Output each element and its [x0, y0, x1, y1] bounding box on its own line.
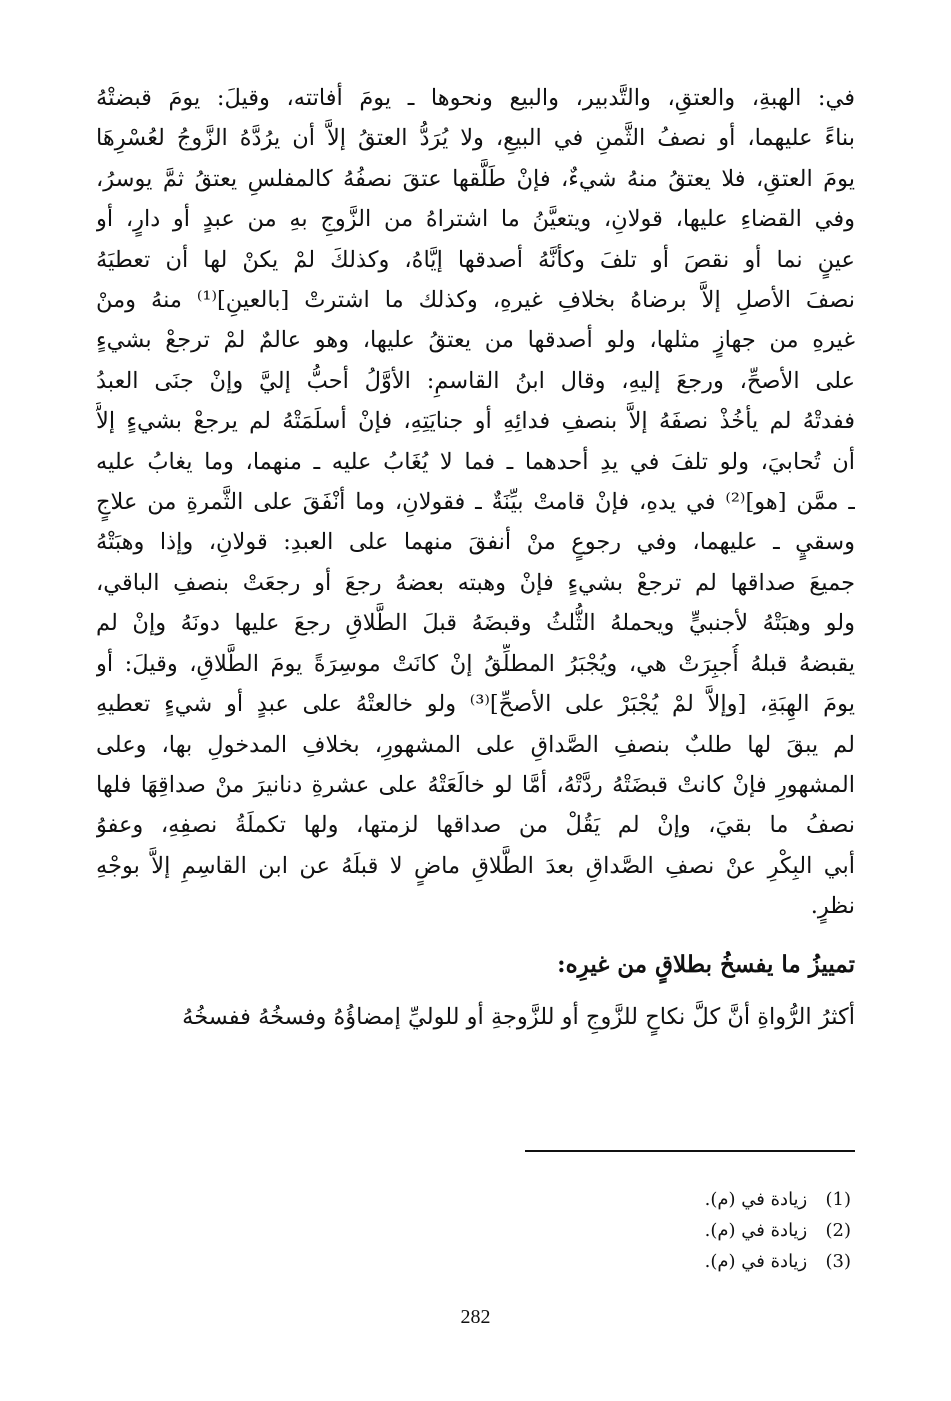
body-text: [96, 78, 855, 927]
body-line: عينٍ نما أو نقصَ أو تلفَ وكأنَّهُ أصدقها إيَّاهُ، وكذلكَ لمْ يكنْ لها أن تعطيَهُ: [96, 246, 855, 273]
body-line: على الأصحِّ، ورجعَ إليهِ، وقال ابنُ القاسمِ: الأوَّلُ أحبُّ إليَّ وإنْ جنَى العبدُ: [96, 367, 855, 394]
body-line: ففدتْهُ لم يأخُذْ نصفَهُ إلاَّ بنصفِ فدائِهِ أو جنايَتِهِ، فإنْ أسلَمَتْهُ لم يرجعْ بشيءٍ إلاَّ: [96, 408, 855, 435]
body-line: المشهورِ فإنْ كانتْ قبضَتْهُ ردَّتْهُ، أمَّا لو خالَعَتْهُ على عشرةِ دنانيرَ منْ صداقِهَا فلها: [96, 771, 855, 798]
body-line: ولو وهبَتْهُ لأجنبيٍّ ويحملهُ الثُّلثُ وقبضَهُ قبلَ الطَّلاقِ رجعَ عليها دونَهُ وإنْ لم: [96, 610, 855, 637]
body-line: جميعَ صداقها لم ترجعْ بشيءٍ فإنْ وهبته بعضهُ رجعَ أو رجعَتْ بنصفِ الباقي،: [96, 569, 855, 596]
footnotes: [705, 1184, 851, 1277]
body-line: نظرٍ.: [810, 893, 855, 920]
body-line: غيرهِ من جهازٍ مثلها، ولو أصدقها من يعتقُ عليها، وهو عالمٌ لمْ ترجعْ بشيءٍ: [96, 327, 855, 354]
footnote-number: (1): [825, 1189, 851, 1210]
body-line: نصفُ ما بقيَ، وإنْ لم يَقُلْ من صداقها لزمتها، ولها تكملَةُ نصفِهِ، وعفوُ: [96, 812, 855, 839]
body-line: نصفَ الأصلِ إلاَّ برضاهُ بخلافِ غيرهِ، وكذلك ما اشترتْ [بالعينِ]⁽¹⁾ منهُ ومنْ: [96, 287, 855, 314]
body-line: يومَ الهِبَةِ، [وإلاَّ لمْ يُجْبَرْ على الأصحِّ]⁽³⁾ ولو خالعتْهُ على عبدٍ أو شيءٍ تعطيهِ: [96, 691, 855, 718]
body-line: يومَ العتقِ، فلا يعتقُ منهُ شيءٌ، فإنْ طَلَّقها عتقَ نصفُهُ كالمفلسِ يعتقُ ثمَّ يوسرُ،: [96, 165, 855, 192]
body-line: لم يبقَ لها طلبٌ بنصفِ الصَّداقِ على المشهورِ، بخلافِ المدخولِ بها، وعلى: [96, 731, 855, 758]
body-line: في: الهبةِ، والعتقِ، والتَّدبير، والبيع ونحوها ـ يومَ أفاتته، وقيلَ: يومَ قبضتْهُ: [96, 85, 855, 111]
body-final-line: أكثرُ الرُّواةِ أنَّ كلَّ نكاحٍ للزَّوجِ أو للزَّوجةِ أو للوليِّ إمضاؤُهُ وفسخُهُ ففسخُهُ: [182, 1003, 855, 1030]
footnote-text: زيادة في (م).: [704, 1220, 808, 1241]
footnote-text: زيادة في (م).: [704, 1251, 808, 1272]
footnote-separator: [525, 1150, 855, 1152]
footnote-number: (3): [825, 1251, 851, 1272]
body-line: أبي البِكْرِ عنْ نصفِ الصَّداقِ بعدَ الطَّلاقِ ماضٍ لا قبلَهُ عن ابن القاسِمِ إلاَّ بوجْهِ: [96, 852, 855, 879]
footnote: [705, 1184, 851, 1215]
page-number: 282: [460, 1306, 491, 1328]
body-line: بناءً عليهما، أو نصفُ الثَّمنِ في البيعِ، ولا يُرَدُّ العتقُ إلاَّ أن يرُدَّهُ الزَّوجُ لعُسْرِهَا: [96, 125, 855, 152]
footnote: [705, 1246, 851, 1277]
body-line: وفي القضاءِ عليها، قولانِ، ويتعيَّنُ ما اشتراهُ من الزَّوجِ بهِ من عبدٍ أو دارٍ، أو: [96, 206, 855, 233]
body-line: وسقيٍ ـ عليهما، وفي رجوعٍ منْ أنفقَ منهما على العبدِ: قولانِ، وإذا وهبَتْهُ: [96, 529, 855, 556]
footnote: [705, 1215, 851, 1246]
body-line: ـ ممَّن [هو]⁽²⁾ في يدهِ، فإنْ قامتْ بيِّنَةٌ ـ فقولانِ، وما أنْفَقَ على الثَّمرةِ من علاجٍ: [96, 489, 855, 516]
body-line: أن تُحابيَ، ولو تلفَ في يدِ أحدهما ـ فما لا يُغَابُ عليه ـ منهما، وما يغابُ عليه: [96, 448, 855, 475]
body-line: يقبضهُ قبلهُ أُجبِرَتْ هي، ويُجْبَرُ المطلِّقُ إنْ كانَتْ موسِرَةً يومَ الطَّلاقِ، وقيلَ: أو: [96, 650, 855, 677]
page-content: [96, 78, 855, 1361]
section-heading: تمييزُ ما يفسخُ بطلاقٍ من غيرِه:: [557, 950, 855, 978]
footnote-text: زيادة في (م).: [704, 1189, 808, 1210]
footnote-number: (2): [825, 1220, 851, 1241]
